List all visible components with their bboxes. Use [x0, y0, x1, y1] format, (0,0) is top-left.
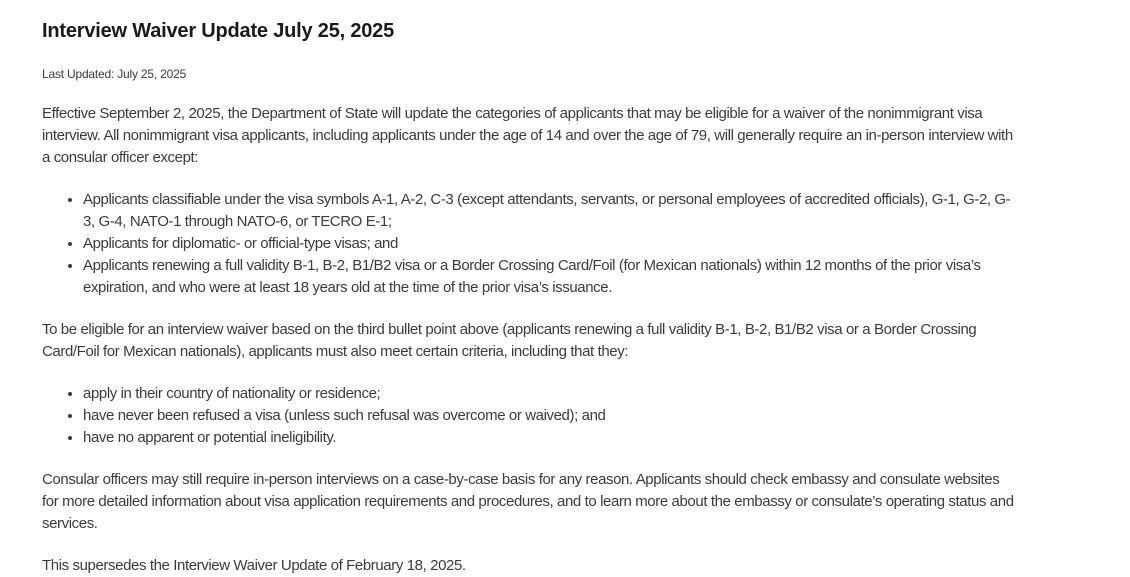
list-item: • Applicants classifiable under the visa symbols A-1, A-2, C-3 (except attendants, servants, or personal employees of accredited officials), G-1, G-2, G-3, G-4, NATO-1 through NATO-6, or TECRO E-1; — [83, 189, 1014, 233]
last-updated-label: Last Updated: July 25, 2025 — [42, 67, 187, 81]
exceptions-list — [42, 189, 1014, 299]
criteria-list — [42, 383, 1014, 449]
list-item: • have never been refused a visa (unless such refusal was overcome or waived); and — [83, 405, 1014, 427]
paragraph-consular-note: Consular officers may still require in-person interviews on a case-by-case basis for any reason. Applicants should check embassy and consulate websites for more detailed information about visa application requirements and procedures, and to learn more about the embassy or consulate’s operating status and services. — [42, 471, 1014, 532]
paragraph-intro: Effective September 2, 2025, the Department of State will update the categories of applicants that may be eligible for a waiver of the nonimmigrant visa interview. All nonimmigrant visa applicants, including applicants under the age of 14 and over the age of 79, will generally require an in-person interview with a consular officer except: — [42, 105, 1013, 166]
page-title: Interview Waiver Update July 25, 2025 — [42, 20, 395, 42]
list-item: • have no apparent or potential ineligibility. — [83, 427, 1014, 449]
paragraph-supersedes: This supersedes the Interview Waiver Update of February 18, 2025. — [42, 557, 466, 574]
list-item: • Applicants for diplomatic- or official-type visas; and — [83, 233, 1014, 255]
list-item: • apply in their country of nationality or residence; — [83, 383, 1014, 405]
paragraph-eligibility: To be eligible for an interview waiver based on the third bullet point above (applicants renewing a full validity B-1, B-2, B1/B2 visa or a Border Crossing Card/Foil for Mexican nationals), applicants must also meet certain criteria, including that they: — [42, 321, 977, 360]
list-item: • Applicants renewing a full validity B-1, B-2, B1/B2 visa or a Border Crossing Card/Foil (for Mexican nationals) within 12 months of the prior visa’s expiration, and who were at least 18 years old at the time of the prior visa’s issuance. — [83, 255, 1014, 299]
